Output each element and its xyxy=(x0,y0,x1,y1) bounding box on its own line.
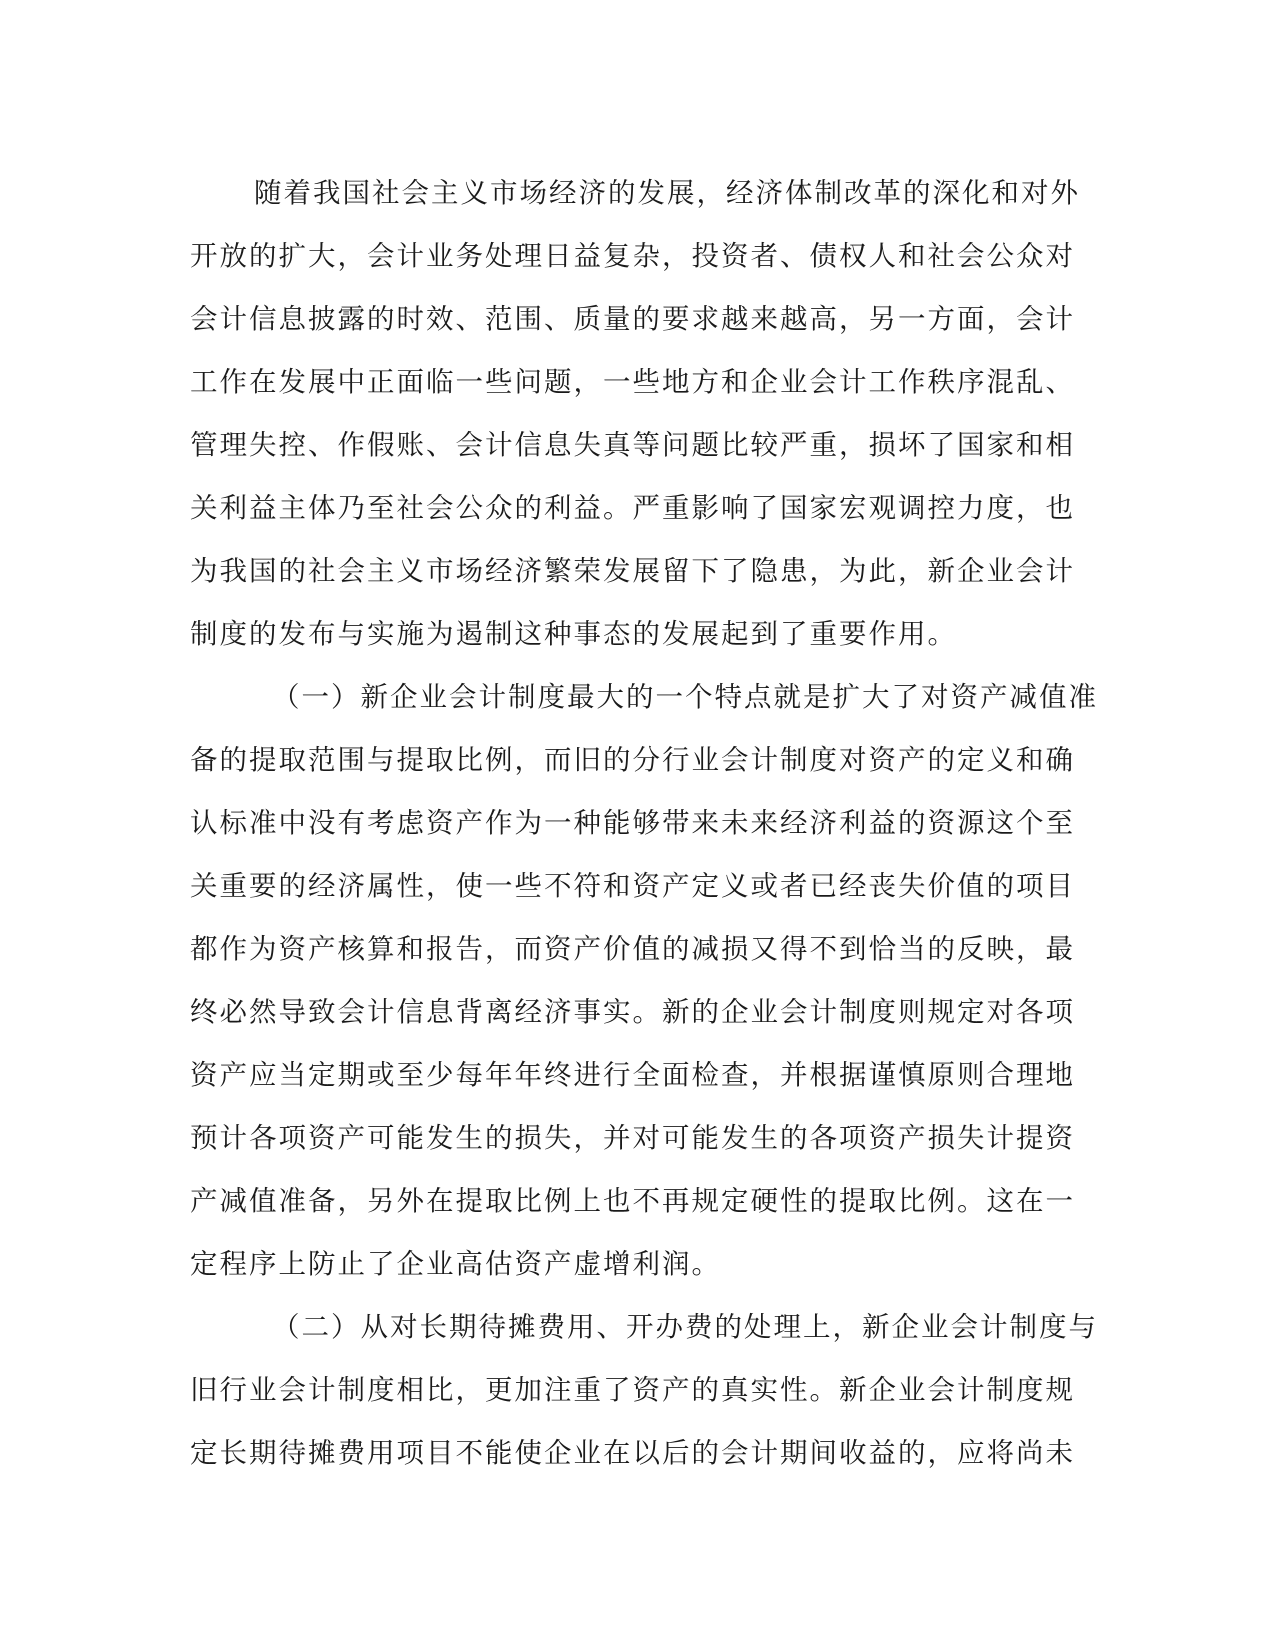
paragraph-line: 定程序上防止了企业高估资产虚增利润。 xyxy=(190,1248,721,1280)
paragraph-line: （一）新企业会计制度最大的一个特点就是扩大了对资产减值准 xyxy=(272,681,1098,713)
document-body xyxy=(190,162,1098,1485)
paragraph-line: 都作为资产核算和报告，而资产价值的减损又得不到恰当的反映，最 xyxy=(190,933,1075,965)
paragraph-line: 产减值准备，另外在提取比例上也不再规定硬性的提取比例。这在一 xyxy=(190,1185,1075,1217)
paragraph-line: 为我国的社会主义市场经济繁荣发展留下了隐患，为此，新企业会计 xyxy=(190,555,1075,587)
paragraph-line: 预计各项资产可能发生的损失，并对可能发生的各项资产损失计提资 xyxy=(190,1122,1075,1154)
paragraph-line: 随着我国社会主义市场经济的发展，经济体制改革的深化和对外 xyxy=(254,177,1080,209)
paragraph-line: 会计信息披露的时效、范围、质量的要求越来越高，另一方面，会计 xyxy=(190,303,1075,335)
paragraph-line: 关重要的经济属性，使一些不符和资产定义或者已经丧失价值的项目 xyxy=(190,870,1075,902)
paragraph-line: （二）从对长期待摊费用、开办费的处理上，新企业会计制度与 xyxy=(272,1311,1098,1343)
paragraph-line: 备的提取范围与提取比例，而旧的分行业会计制度对资产的定义和确 xyxy=(190,744,1075,776)
paragraph-line: 制度的发布与实施为遏制这种事态的发展起到了重要作用。 xyxy=(190,618,957,650)
paragraph-line: 定长期待摊费用项目不能使企业在以后的会计期间收益的，应将尚未 xyxy=(190,1437,1075,1469)
paragraph-line: 资产应当定期或至少每年年终进行全面检查，并根据谨慎原则合理地 xyxy=(190,1059,1075,1091)
paragraph-line: 旧行业会计制度相比，更加注重了资产的真实性。新企业会计制度规 xyxy=(190,1374,1075,1406)
paragraph-line: 开放的扩大，会计业务处理日益复杂，投资者、债权人和社会公众对 xyxy=(190,240,1075,272)
paragraph-line: 工作在发展中正面临一些问题，一些地方和企业会计工作秩序混乱、 xyxy=(190,366,1075,398)
paragraph-line: 管理失控、作假账、会计信息失真等问题比较严重，损坏了国家和相 xyxy=(190,429,1075,461)
paragraph-line: 终必然导致会计信息背离经济事实。新的企业会计制度则规定对各项 xyxy=(190,996,1075,1028)
paragraph-line: 认标准中没有考虑资产作为一种能够带来未来经济利益的资源这个至 xyxy=(190,807,1075,839)
paragraph-line: 关利益主体乃至社会公众的利益。严重影响了国家宏观调控力度，也 xyxy=(190,492,1075,524)
